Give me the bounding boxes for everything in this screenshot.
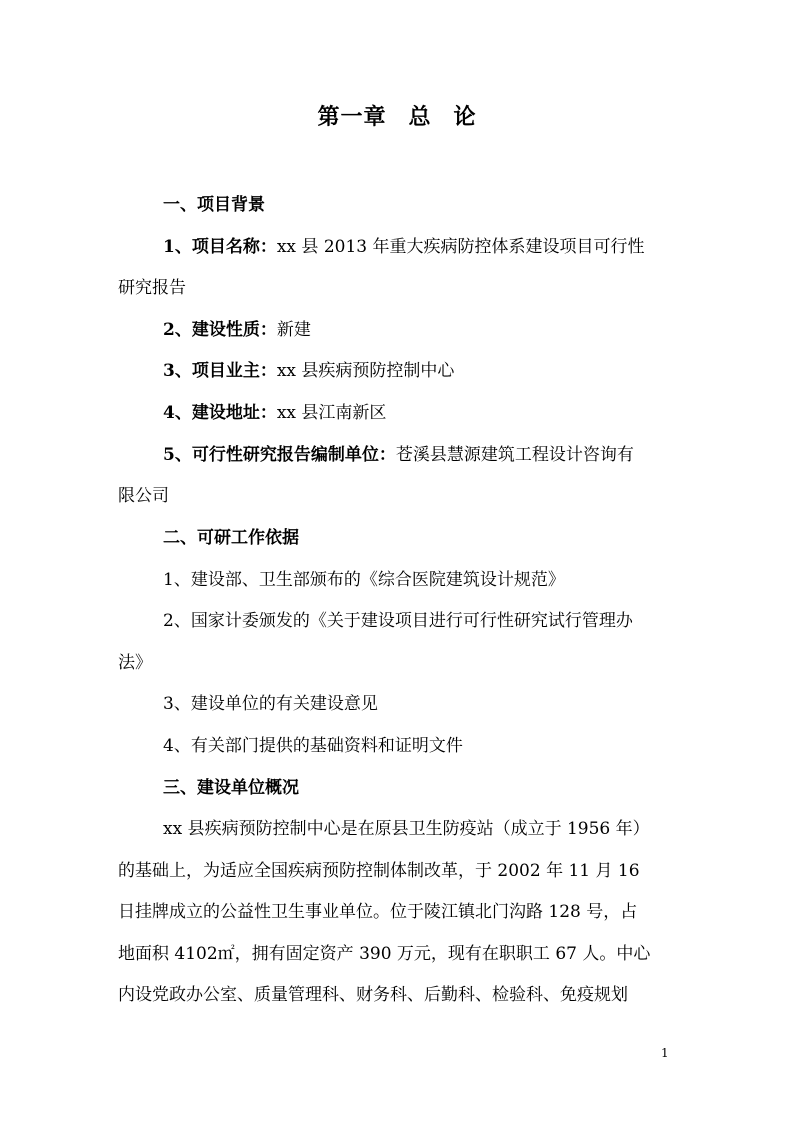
item-text: 新建 xyxy=(276,320,311,340)
item-nature xyxy=(163,315,678,340)
item-address xyxy=(163,398,678,423)
section-heading-3: 三、建设单位概况 xyxy=(163,778,299,798)
section-heading-1: 一、项目背景 xyxy=(163,195,265,215)
basis-item-3: 3、建设单位的有关建设意见 xyxy=(163,694,378,714)
item-text: xx 县疾病预防控制中心 xyxy=(276,361,455,381)
basis-item-4: 4、有关部门提供的基础资料和证明文件 xyxy=(163,736,463,756)
overview-line-1: xx 县疾病预防控制中心是在原县卫生防疫站（成立于 1956 年） xyxy=(163,819,650,839)
chapter-word-1: 总 xyxy=(408,104,432,130)
item-label: 2、建设性质： xyxy=(163,320,277,340)
basis-item-2-cont: 法》 xyxy=(118,653,152,673)
basis-item-1: 1、建设部、卫生部颁布的《综合医院建筑设计规范》 xyxy=(163,570,565,590)
overview-line-3: 日挂牌成立的公益性卫生事业单位。位于陵江镇北门沟路 128 号，占 xyxy=(118,902,638,922)
item-label: 3、项目业主： xyxy=(163,361,277,381)
section-heading-2: 二、可研工作依据 xyxy=(163,528,299,548)
item-text: xx 县江南新区 xyxy=(276,403,387,423)
item-project-name xyxy=(163,232,678,257)
item-text: 苍溪县慧源建筑工程设计咨询有 xyxy=(395,445,634,465)
chapter-word-2: 论 xyxy=(453,104,477,130)
item-label: 4、建设地址： xyxy=(163,403,277,423)
item-report-unit-cont: 限公司 xyxy=(118,486,169,506)
item-project-name-cont: 研究报告 xyxy=(118,278,186,298)
item-label: 5、可行性研究报告编制单位： xyxy=(163,445,396,465)
overview-line-2: 的基础上，为适应全国疾病预防控制体制改革，于 2002 年 11 月 16 xyxy=(118,861,640,881)
basis-item-2: 2、国家计委颁发的《关于建设项目进行可行性研究试行管理办 xyxy=(163,611,633,631)
item-report-unit xyxy=(163,440,678,465)
chapter-title xyxy=(0,100,794,131)
item-text: xx 县 2013 年重大疾病防控体系建设项目可行性 xyxy=(276,237,645,257)
page-number: 1 xyxy=(661,1046,669,1060)
overview-line-4: 地面积 4102㎡，拥有固定资产 390 万元，现有在职职工 67 人。中心 xyxy=(118,944,651,964)
item-label: 1、项目名称： xyxy=(163,237,277,257)
item-owner xyxy=(163,356,678,381)
chapter-label: 第一章 xyxy=(317,104,387,130)
overview-line-5: 内设党政办公室、质量管理科、财务科、后勤科、检验科、免疫规划 xyxy=(118,985,628,1005)
